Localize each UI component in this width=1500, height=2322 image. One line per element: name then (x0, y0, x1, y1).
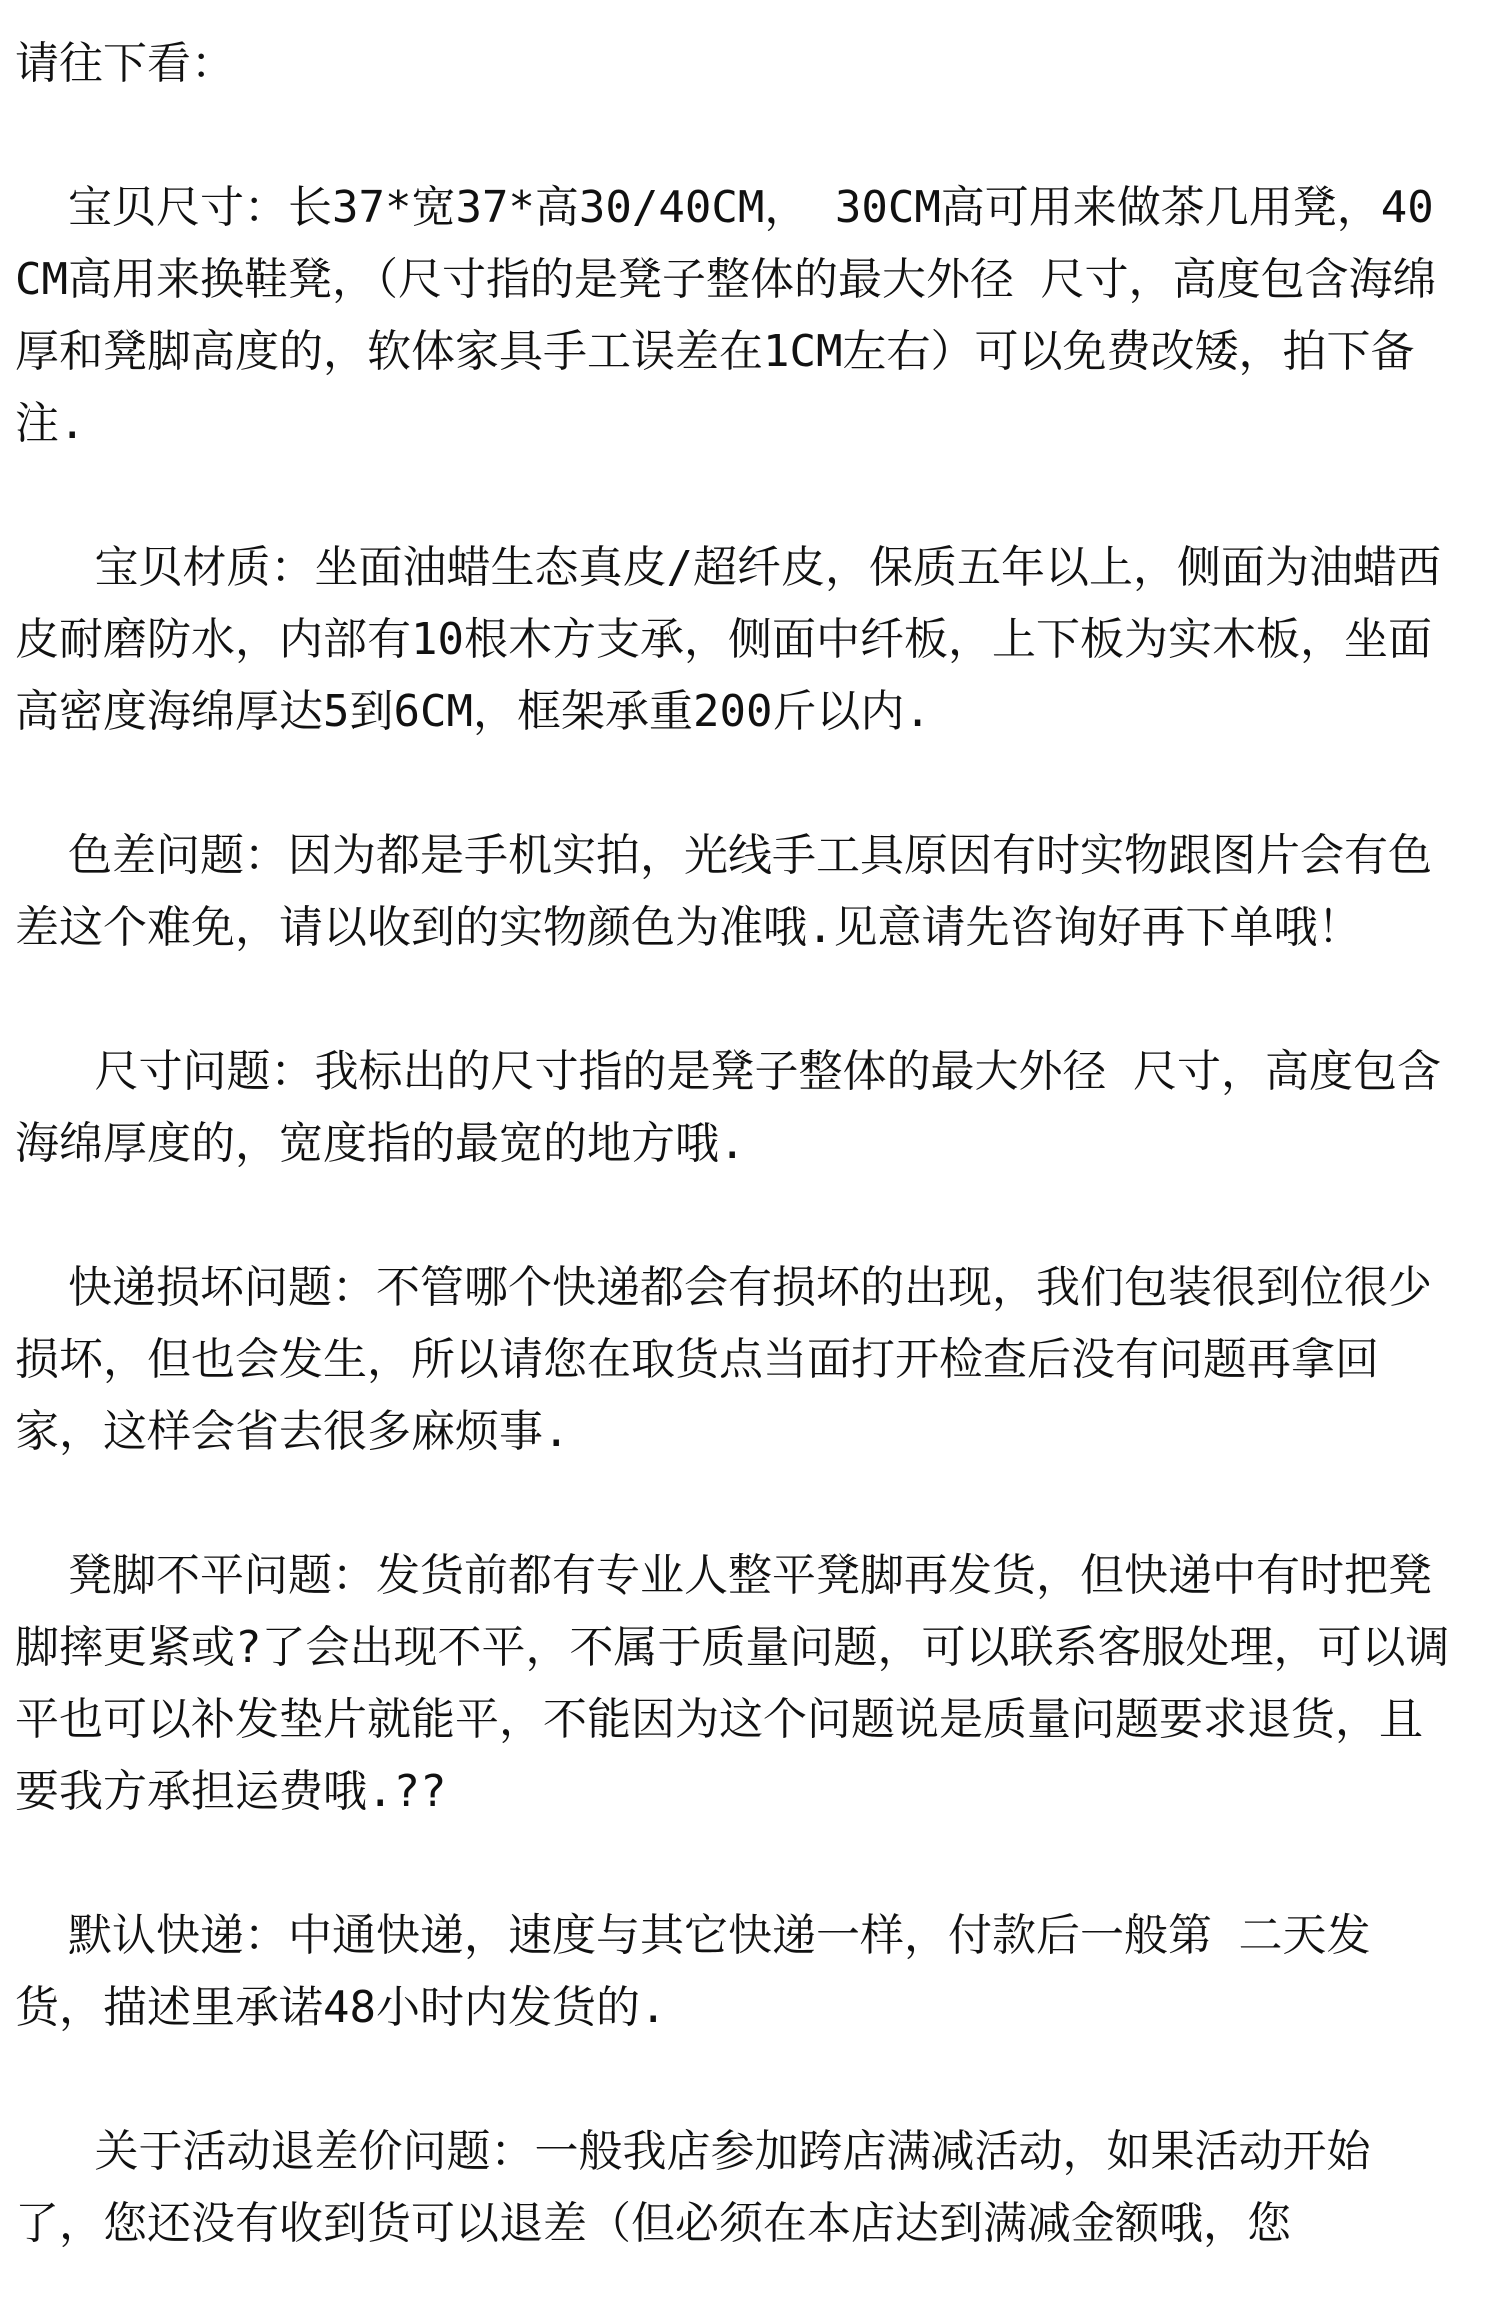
paragraph-default-courier: 默认快递：中通快递，速度与其它快递一样，付款后一般第 二天发货，描述里承诺48小时内发货的. (15, 1910, 1371, 2033)
paragraph-uneven-legs: 凳脚不平问题：发货前都有专业人整平凳脚再发货，但快递中有时把凳脚摔更紧或?了会出现不平，不属于质量问题，可以联系客服处理，可以调平也可以补发垫片就能平，不能因为这个问题说是质量问题要求退货，且要我方承担运费哦.?? (15, 1550, 1450, 1817)
paragraph-price-refund: 关于活动退差价问题：一般我店参加跨店满减活动，如果活动开始了，您还没有收到货可以退差（但必须在本店达到满减金额哦，您 (15, 2126, 1371, 2249)
paragraph-delivery-damage: 快递损坏问题：不管哪个快递都会有损坏的出现，我们包装很到位很少损坏，但也会发生，所以请您在取货点当面打开检查后没有问题再拿回家，这样会省去很多麻烦事. (15, 1262, 1432, 1457)
paragraph-size-issue: 尺寸问题：我标出的尺寸指的是凳子整体的最大外径 尺寸，高度包含海绵厚度的，宽度指的最宽的地方哦. (15, 1046, 1441, 1169)
paragraph-gap (15, 460, 1455, 532)
intro-line: 请往下看： (15, 38, 235, 89)
paragraph-gap (15, 748, 1455, 820)
paragraph-color-difference: 色差问题：因为都是手机实拍，光线手工具原因有时实物跟图片会有色差这个难免，请以收到的实物颜色为准哦.见意请先咨询好再下单哦！ (15, 830, 1432, 953)
paragraph-gap (15, 1180, 1455, 1252)
paragraph-gap (15, 1468, 1455, 1540)
paragraph-gap (15, 964, 1455, 1036)
paragraph-gap (15, 1828, 1455, 1900)
paragraph-material: 宝贝材质：坐面油蜡生态真皮/超纤皮，保质五年以上，侧面为油蜡西皮耐磨防水，内部有10根木方支承，侧面中纤板，上下板为实木板，坐面高密度海绵厚达5到6CM，框架承重200斤以内. (15, 542, 1441, 737)
paragraph-gap (15, 2044, 1455, 2116)
document-body (15, 28, 1455, 2260)
paragraph-gap (15, 100, 1455, 172)
paragraph-size: 宝贝尺寸：长37*宽37*高30/40CM， 30CM高可用来做茶几用凳，40CM高用来换鞋凳，（尺寸指的是凳子整体的最大外径 尺寸，高度包含海绵厚和凳脚高度的，软体家具手工误差在1CM左右）可以免费改矮，拍下备注. (15, 182, 1437, 449)
